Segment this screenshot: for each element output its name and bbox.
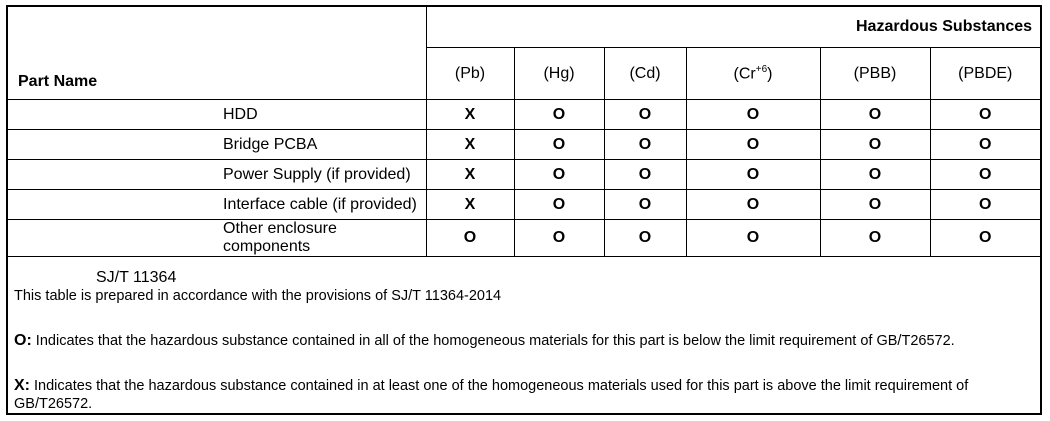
- substance-label: (Cr: [733, 65, 756, 83]
- substance-mark-cell: O: [930, 100, 1040, 130]
- substance-header: [604, 48, 686, 100]
- substance-mark-cell: O: [930, 160, 1040, 190]
- substance-mark-cell: O: [820, 220, 930, 257]
- standard-label: SJ/T 11364: [96, 269, 177, 286]
- substance-mark-cell: O: [514, 220, 604, 257]
- substance-label: (Hg): [543, 64, 575, 82]
- substance-label: (PBDE): [958, 64, 1013, 82]
- notes-section: [14, 269, 1034, 413]
- substance-superscript: +6: [755, 63, 768, 75]
- substance-mark-cell: X: [426, 160, 514, 190]
- hazardous-substances-header: Hazardous Substances: [426, 7, 1040, 48]
- x-note-text: Indicates that the hazardous substance contained in at least one of the homogeneous materials used for this part is above the limit requirement of GB/T26572.: [14, 378, 969, 412]
- substance-mark-cell: O: [514, 160, 604, 190]
- o-note-text: Indicates that the hazardous substance contained in all of the homogeneous materials for this part is below the limit requirement of GB/T26572.: [31, 333, 955, 349]
- substance-mark-cell: X: [426, 130, 514, 160]
- substance-header: [426, 48, 514, 100]
- substance-mark-cell: O: [514, 190, 604, 220]
- substance-header: [820, 48, 930, 100]
- substance-mark-cell: O: [686, 190, 820, 220]
- substance-mark-cell: O: [514, 100, 604, 130]
- substance-mark-cell: O: [930, 190, 1040, 220]
- substance-mark-cell: X: [426, 100, 514, 130]
- substance-mark-cell: O: [820, 160, 930, 190]
- table-row: [8, 190, 1040, 220]
- part-name-cell: HDD: [8, 100, 426, 130]
- table-row: [8, 130, 1040, 160]
- note-o: [14, 332, 1034, 350]
- table-body: [8, 100, 1040, 257]
- substance-label: (Cd): [629, 64, 661, 82]
- substance-mark-cell: O: [930, 220, 1040, 257]
- note-x: [14, 377, 1034, 413]
- substance-mark-cell: O: [820, 190, 930, 220]
- substance-label-close: ): [767, 65, 773, 83]
- o-symbol: O:: [14, 332, 32, 349]
- substance-mark-cell: O: [604, 190, 686, 220]
- substance-mark-cell: O: [820, 100, 930, 130]
- part-name-header: Part Name: [8, 7, 426, 100]
- substance-mark-cell: O: [426, 220, 514, 257]
- substance-header: [686, 48, 820, 100]
- x-symbol: X:: [14, 377, 30, 394]
- substance-mark-cell: O: [604, 220, 686, 257]
- substance-mark-cell: O: [686, 100, 820, 130]
- hazardous-substances-document: [6, 5, 1042, 415]
- substance-mark-cell: O: [604, 130, 686, 160]
- substance-mark-cell: X: [426, 190, 514, 220]
- substance-header: [514, 48, 604, 100]
- part-name-cell: Other enclosure components: [8, 220, 426, 257]
- part-name-cell: Interface cable (if provided): [8, 190, 426, 220]
- substance-mark-cell: O: [686, 130, 820, 160]
- substance-mark-cell: O: [604, 100, 686, 130]
- part-name-cell: Bridge PCBA: [8, 130, 426, 160]
- part-name-cell: Power Supply (if provided): [8, 160, 426, 190]
- table-row: [8, 220, 1040, 257]
- substance-mark-cell: O: [686, 160, 820, 190]
- substance-mark-cell: O: [514, 130, 604, 160]
- substance-mark-cell: O: [604, 160, 686, 190]
- substance-label: (Pb): [454, 64, 486, 82]
- hazardous-substances-table: [8, 7, 1040, 257]
- table-row: [8, 100, 1040, 130]
- substance-label: (PBB): [853, 64, 897, 82]
- substance-mark-cell: O: [930, 130, 1040, 160]
- prepared-statement: This table is prepared in accordance with the provisions of SJ/T 11364-2014: [14, 288, 502, 304]
- substance-mark-cell: O: [686, 220, 820, 257]
- substance-mark-cell: O: [820, 130, 930, 160]
- table-row: [8, 160, 1040, 190]
- substance-header: [930, 48, 1040, 100]
